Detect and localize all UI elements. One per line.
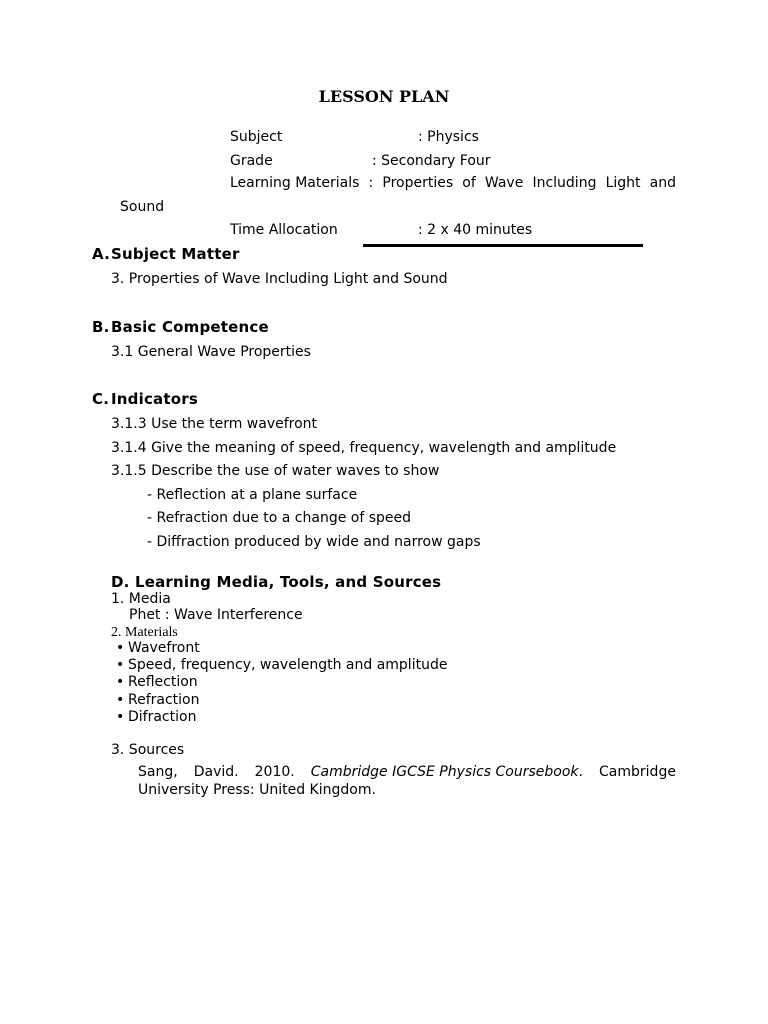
learning-materials-word: Light [605, 175, 641, 191]
materials-label: 2. Materials [111, 625, 178, 640]
grade-label: Grade [230, 153, 273, 169]
section-a-letter: A. [92, 245, 110, 263]
learning-materials-word: of [462, 175, 476, 191]
source-citation-line1 [138, 763, 676, 781]
indicator-item: 3.1.5 Describe the use of water waves to show [111, 463, 440, 479]
materials-list-item: • Reflection [116, 674, 198, 690]
materials-list-item: • Refraction [116, 692, 200, 708]
source-citation-line2: University Press: United Kingdom. [138, 782, 376, 798]
sources-label: 3. Sources [111, 742, 185, 758]
citation-book-title: Cambridge IGCSE Physics Coursebook. [310, 764, 583, 780]
learning-materials-word: Wave [484, 175, 524, 191]
time-allocation-label: Time Allocation [230, 222, 338, 238]
indicator-subitem: - Reflection at a plane surface [147, 487, 358, 503]
citation-word: Cambridge [599, 764, 676, 780]
indicator-item: 3.1.4 Give the meaning of speed, frequency, wavelength and amplitude [111, 440, 617, 456]
bullet-icon: • [116, 692, 125, 708]
section-c-heading: Indicators [111, 390, 198, 408]
grade-value: : Secondary Four [372, 153, 491, 169]
indicator-subitem: - Refraction due to a change of speed [147, 510, 412, 526]
learning-materials-word: Properties [382, 175, 454, 191]
bullet-icon: • [116, 709, 125, 725]
section-b-letter: B. [92, 318, 110, 336]
media-item: Phet : Wave Interference [129, 607, 303, 623]
subject-value: : Physics [418, 129, 479, 145]
section-b-item: 3.1 General Wave Properties [111, 344, 311, 360]
indicator-subitem: - Diffraction produced by wide and narrow gaps [147, 534, 481, 550]
citation-word: David. [193, 764, 239, 780]
materials-list-item: • Speed, frequency, wavelength and amplitude [116, 657, 448, 673]
materials-list-item: • Difraction [116, 709, 197, 725]
materials-list-item: • Wavefront [116, 640, 200, 656]
section-d-heading: D. Learning Media, Tools, and Sources [111, 573, 442, 591]
header-divider [363, 244, 643, 247]
section-b-heading: Basic Competence [111, 318, 269, 336]
indicator-item: 3.1.3 Use the term wavefront [111, 416, 318, 432]
bullet-icon: • [116, 674, 125, 690]
learning-materials-word: and [649, 175, 676, 191]
learning-materials-label: Learning Materials [230, 175, 360, 191]
bullet-icon: • [116, 657, 125, 673]
bullet-icon: • [116, 640, 125, 656]
subject-label: Subject [230, 129, 283, 145]
citation-word: 2010. [254, 764, 295, 780]
section-a-heading: Subject Matter [111, 245, 240, 263]
document-title: LESSON PLAN [318, 87, 450, 106]
learning-materials-word: Including [532, 175, 597, 191]
section-a-item: 3. Properties of Wave Including Light and Sound [111, 271, 448, 287]
learning-materials-word: : [368, 175, 374, 191]
citation-word: Sang, [138, 764, 178, 780]
media-label: 1. Media [111, 591, 171, 607]
learning-materials-continuation: Sound [120, 199, 165, 215]
section-c-letter: C. [92, 390, 110, 408]
time-allocation-value: : 2 x 40 minutes [418, 222, 533, 238]
learning-materials-row [230, 174, 676, 192]
